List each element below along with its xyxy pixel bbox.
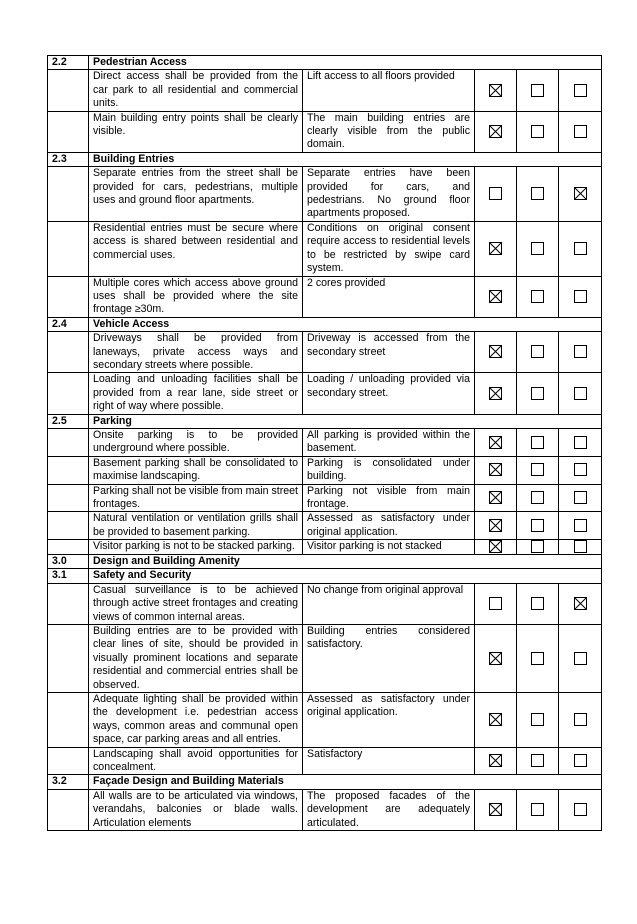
does-not-comply-checkbox[interactable]: [531, 597, 544, 610]
table-row: [48, 540, 602, 555]
does-not-comply-checkbox[interactable]: [531, 242, 544, 255]
section-title: Safety and Security: [89, 569, 602, 583]
number-cell: [48, 484, 89, 512]
checkbox-cell: [475, 583, 517, 624]
does-not-comply-checkbox[interactable]: [531, 436, 544, 449]
comment-text: Driveway is accessed from the secondary street: [303, 332, 475, 373]
checkbox-cell: [517, 484, 559, 512]
number-cell: [48, 456, 89, 484]
checkbox-cell: [517, 428, 559, 456]
checkbox-cell: [475, 789, 517, 830]
checkbox-cell: [475, 456, 517, 484]
does-not-comply-checkbox[interactable]: [531, 345, 544, 358]
does-not-comply-checkbox[interactable]: [531, 754, 544, 767]
section-title: Pedestrian Access: [89, 56, 602, 70]
checkbox-cell: [517, 276, 559, 317]
section-number: 2.3: [48, 152, 89, 166]
comment-text: No change from original approval: [303, 583, 475, 624]
comment-text: Loading / unloading provided via secondary street.: [303, 373, 475, 414]
complies-checkbox[interactable]: [489, 345, 502, 358]
number-cell: [48, 221, 89, 276]
checkbox-cell: [517, 692, 559, 747]
complies-checkbox[interactable]: [489, 436, 502, 449]
compliance-table-body: [48, 56, 602, 831]
table-row: [48, 111, 602, 152]
table-row: [48, 583, 602, 624]
complies-checkbox[interactable]: [489, 803, 502, 816]
section-header-row: [48, 56, 602, 70]
checkbox-cell: [559, 624, 602, 692]
checkbox-cell: [559, 484, 602, 512]
compliance-table: [47, 55, 602, 831]
table-row: [48, 428, 602, 456]
not-applicable-checkbox[interactable]: [574, 803, 587, 816]
checkbox-cell: [475, 332, 517, 373]
not-applicable-checkbox[interactable]: [574, 491, 587, 504]
section-header-row: [48, 554, 602, 568]
requirement-text: Direct access shall be provided from the car park to all residential and commercial units.: [89, 70, 303, 111]
requirement-text: Residential entries must be secure where access is shared between residential and commercial uses.: [89, 221, 303, 276]
checkbox-cell: [475, 484, 517, 512]
complies-checkbox[interactable]: [489, 519, 502, 532]
complies-checkbox[interactable]: [489, 597, 502, 610]
section-title: Building Entries: [89, 152, 602, 166]
number-cell: [48, 512, 89, 540]
complies-checkbox[interactable]: [489, 540, 502, 553]
number-cell: [48, 747, 89, 775]
checkbox-cell: [559, 373, 602, 414]
complies-checkbox[interactable]: [489, 84, 502, 97]
comment-text: Assessed as satisfactory under original application.: [303, 692, 475, 747]
not-applicable-checkbox[interactable]: [574, 519, 587, 532]
requirement-text: Building entries are to be provided with clear lines of site, should be provided in visually prominent locations and separate residential and commercial entries shall be observed.: [89, 624, 303, 692]
not-applicable-checkbox[interactable]: [574, 242, 587, 255]
checkbox-cell: [517, 512, 559, 540]
section-header-row: [48, 152, 602, 166]
complies-checkbox[interactable]: [489, 491, 502, 504]
comment-text: The main building entries are clearly visible from the public domain.: [303, 111, 475, 152]
table-row: [48, 512, 602, 540]
does-not-comply-checkbox[interactable]: [531, 540, 544, 553]
requirement-text: Basement parking shall be consolidated to maximise landscaping.: [89, 456, 303, 484]
checkbox-cell: [559, 332, 602, 373]
table-row: [48, 332, 602, 373]
does-not-comply-checkbox[interactable]: [531, 125, 544, 138]
number-cell: [48, 70, 89, 111]
checkbox-cell: [475, 692, 517, 747]
checkbox-cell: [517, 456, 559, 484]
number-cell: [48, 692, 89, 747]
does-not-comply-checkbox[interactable]: [531, 290, 544, 303]
does-not-comply-checkbox[interactable]: [531, 713, 544, 726]
complies-checkbox[interactable]: [489, 463, 502, 476]
section-number: 3.0: [48, 554, 89, 568]
comment-text: Parking is consolidated under building.: [303, 456, 475, 484]
table-row: [48, 221, 602, 276]
table-row: [48, 624, 602, 692]
not-applicable-checkbox[interactable]: [574, 713, 587, 726]
number-cell: [48, 332, 89, 373]
section-number: 2.4: [48, 317, 89, 331]
checkbox-cell: [475, 428, 517, 456]
checkbox-cell: [559, 70, 602, 111]
checkbox-cell: [475, 221, 517, 276]
checkbox-cell: [475, 276, 517, 317]
checkbox-cell: [517, 583, 559, 624]
section-number: 2.5: [48, 414, 89, 428]
not-applicable-checkbox[interactable]: [574, 754, 587, 767]
complies-checkbox[interactable]: [489, 187, 502, 200]
does-not-comply-checkbox[interactable]: [531, 463, 544, 476]
table-row: [48, 276, 602, 317]
checkbox-cell: [559, 221, 602, 276]
requirement-text: Multiple cores which access above ground uses shall be provided where the site frontage ≥30m.: [89, 276, 303, 317]
number-cell: [48, 373, 89, 414]
comment-text: All parking is provided within the basement.: [303, 428, 475, 456]
section-header-row: [48, 775, 602, 789]
section-header-row: [48, 569, 602, 583]
does-not-comply-checkbox[interactable]: [531, 187, 544, 200]
checkbox-cell: [559, 540, 602, 555]
section-header-row: [48, 317, 602, 331]
checkbox-cell: [517, 70, 559, 111]
does-not-comply-checkbox[interactable]: [531, 387, 544, 400]
not-applicable-checkbox[interactable]: [574, 652, 587, 665]
checkbox-cell: [559, 747, 602, 775]
not-applicable-checkbox[interactable]: [574, 345, 587, 358]
checkbox-cell: [559, 167, 602, 222]
checkbox-cell: [517, 789, 559, 830]
not-applicable-checkbox[interactable]: [574, 597, 587, 610]
checkbox-cell: [559, 111, 602, 152]
number-cell: [48, 276, 89, 317]
table-row: [48, 692, 602, 747]
section-header-row: [48, 414, 602, 428]
requirement-text: Main building entry points shall be clearly visible.: [89, 111, 303, 152]
complies-checkbox[interactable]: [489, 754, 502, 767]
not-applicable-checkbox[interactable]: [574, 540, 587, 553]
number-cell: [48, 540, 89, 555]
not-applicable-checkbox[interactable]: [574, 463, 587, 476]
comment-text: Parking not visible from main frontage.: [303, 484, 475, 512]
comment-text: Conditions on original consent require access to residential levels to be restricted by swipe card system.: [303, 221, 475, 276]
complies-checkbox[interactable]: [489, 290, 502, 303]
requirement-text: Driveways shall be provided from laneways, private access ways and secondary streets where possible.: [89, 332, 303, 373]
section-title: Design and Building Amenity: [89, 554, 602, 568]
checkbox-cell: [475, 624, 517, 692]
requirement-text: Natural ventilation or ventilation grills shall be provided to basement parking.: [89, 512, 303, 540]
section-number: 3.1: [48, 569, 89, 583]
complies-checkbox[interactable]: [489, 713, 502, 726]
checkbox-cell: [559, 276, 602, 317]
checkbox-cell: [559, 456, 602, 484]
checkbox-cell: [517, 540, 559, 555]
comment-text: Building entries considered satisfactory.: [303, 624, 475, 692]
table-row: [48, 484, 602, 512]
table-row: [48, 70, 602, 111]
checkbox-cell: [517, 111, 559, 152]
checkbox-cell: [559, 692, 602, 747]
checkbox-cell: [475, 111, 517, 152]
number-cell: [48, 789, 89, 830]
checkbox-cell: [517, 373, 559, 414]
checkbox-cell: [517, 221, 559, 276]
checkbox-cell: [517, 167, 559, 222]
checkbox-cell: [475, 512, 517, 540]
number-cell: [48, 428, 89, 456]
section-title: Parking: [89, 414, 602, 428]
complies-checkbox[interactable]: [489, 652, 502, 665]
does-not-comply-checkbox[interactable]: [531, 803, 544, 816]
not-applicable-checkbox[interactable]: [574, 125, 587, 138]
requirement-text: Landscaping shall avoid opportunities for concealment.: [89, 747, 303, 775]
requirement-text: Separate entries from the street shall be provided for cars, pedestrians, multiple uses and ground floor apartments.: [89, 167, 303, 222]
checkbox-cell: [517, 747, 559, 775]
complies-checkbox[interactable]: [489, 242, 502, 255]
checkbox-cell: [475, 70, 517, 111]
not-applicable-checkbox[interactable]: [574, 84, 587, 97]
complies-checkbox[interactable]: [489, 387, 502, 400]
comment-text: 2 cores provided: [303, 276, 475, 317]
table-row: [48, 373, 602, 414]
does-not-comply-checkbox[interactable]: [531, 652, 544, 665]
table-row: [48, 789, 602, 830]
checkbox-cell: [559, 512, 602, 540]
requirement-text: Loading and unloading facilities shall be provided from a rear lane, side street or right of way where possible.: [89, 373, 303, 414]
checkbox-cell: [559, 789, 602, 830]
number-cell: [48, 583, 89, 624]
not-applicable-checkbox[interactable]: [574, 290, 587, 303]
checkbox-cell: [517, 624, 559, 692]
checkbox-cell: [475, 747, 517, 775]
does-not-comply-checkbox[interactable]: [531, 84, 544, 97]
requirement-text: Casual surveillance is to be achieved through active street frontages and creating views of common internal areas.: [89, 583, 303, 624]
checkbox-cell: [559, 583, 602, 624]
comment-text: Visitor parking is not stacked: [303, 540, 475, 555]
checkbox-cell: [559, 428, 602, 456]
number-cell: [48, 111, 89, 152]
section-title: Façade Design and Building Materials: [89, 775, 602, 789]
comment-text: Separate entries have been provided for cars, and pedestrians. No ground floor apartments proposed.: [303, 167, 475, 222]
number-cell: [48, 624, 89, 692]
not-applicable-checkbox[interactable]: [574, 436, 587, 449]
comment-text: Lift access to all floors provided: [303, 70, 475, 111]
requirement-text: All walls are to be articulated via windows, verandahs, balconies or blade walls. Articulation elements: [89, 789, 303, 830]
section-number: 3.2: [48, 775, 89, 789]
checkbox-cell: [475, 540, 517, 555]
checkbox-cell: [475, 373, 517, 414]
not-applicable-checkbox[interactable]: [574, 187, 587, 200]
table-row: [48, 747, 602, 775]
comment-text: The proposed facades of the development are adequately articulated.: [303, 789, 475, 830]
requirement-text: Parking shall not be visible from main street frontages.: [89, 484, 303, 512]
does-not-comply-checkbox[interactable]: [531, 491, 544, 504]
checkbox-cell: [517, 332, 559, 373]
table-row: [48, 167, 602, 222]
requirement-text: Adequate lighting shall be provided within the development i.e. pedestrian access ways, common areas and communal open space, car parking areas and all entries.: [89, 692, 303, 747]
checkbox-cell: [475, 167, 517, 222]
does-not-comply-checkbox[interactable]: [531, 519, 544, 532]
requirement-text: Onsite parking is to be provided underground where possible.: [89, 428, 303, 456]
complies-checkbox[interactable]: [489, 125, 502, 138]
requirement-text: Visitor parking is not to be stacked parking.: [89, 540, 303, 555]
not-applicable-checkbox[interactable]: [574, 387, 587, 400]
comment-text: Satisfactory: [303, 747, 475, 775]
section-title: Vehicle Access: [89, 317, 602, 331]
section-number: 2.2: [48, 56, 89, 70]
number-cell: [48, 167, 89, 222]
table-row: [48, 456, 602, 484]
comment-text: Assessed as satisfactory under original application.: [303, 512, 475, 540]
